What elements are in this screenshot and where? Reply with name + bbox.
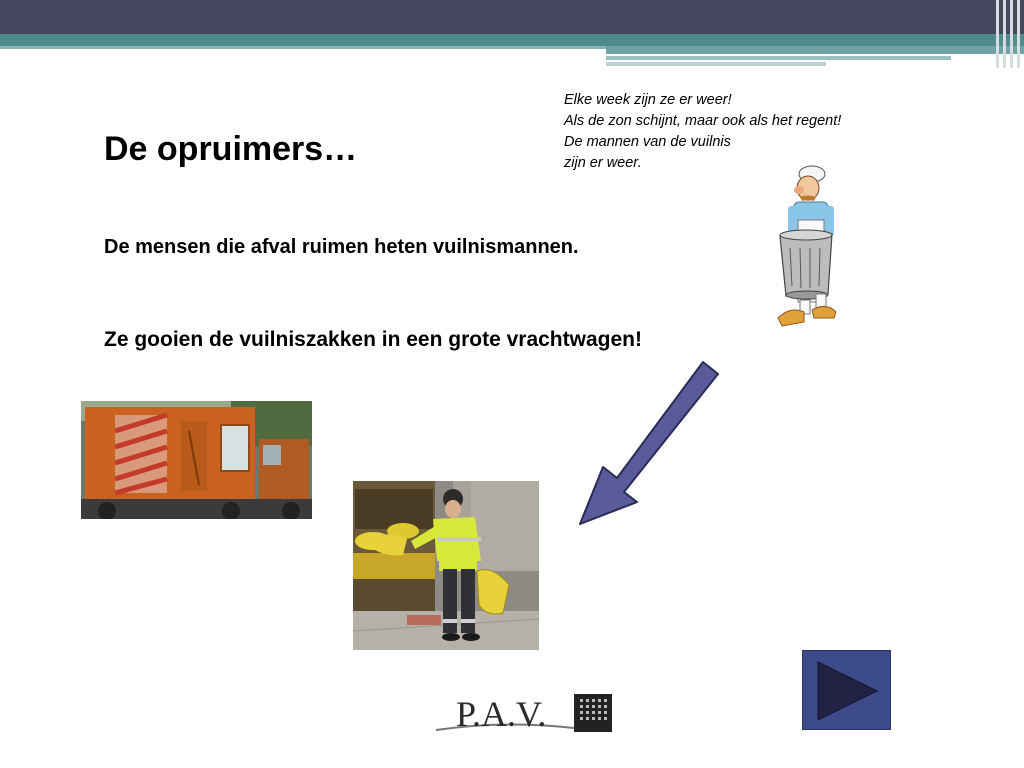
body-text-2: Ze gooien de vuilniszakken in een grote vrachtwagen! <box>104 328 642 351</box>
arrow-icon <box>570 352 730 532</box>
header-line-1 <box>606 56 951 60</box>
logo-text: P.A.V. <box>456 694 547 734</box>
header-stripe-light <box>0 46 606 49</box>
next-slide-button[interactable] <box>802 650 891 730</box>
garbage-truck-photo <box>81 401 312 519</box>
header-corner-line <box>996 0 999 68</box>
pav-logo <box>434 688 616 738</box>
poem-line: zijn er weer. <box>564 155 642 171</box>
garbage-man-cartoon <box>770 164 842 330</box>
poem-line: De mannen van de vuilnis <box>564 134 731 150</box>
header-bar <box>0 0 1024 34</box>
header-stripe-right <box>606 46 1024 54</box>
header-line-2 <box>606 62 826 66</box>
poem-line: Als de zon schijnt, maar ook als het regent! <box>564 113 842 129</box>
play-triangle-icon <box>803 651 892 731</box>
header-corner-line <box>1010 0 1013 68</box>
garbage-worker-photo <box>353 481 539 650</box>
poem <box>564 90 841 174</box>
header-stripe <box>0 34 1024 46</box>
header-corner-line <box>1003 0 1006 68</box>
slide-title: De opruimers… <box>104 130 358 168</box>
body-text-1: De mensen die afval ruimen heten vuilnismannen. <box>104 236 579 258</box>
poem-line: Elke week zijn ze er weer! <box>564 92 732 108</box>
header-corner-line <box>1017 0 1020 68</box>
